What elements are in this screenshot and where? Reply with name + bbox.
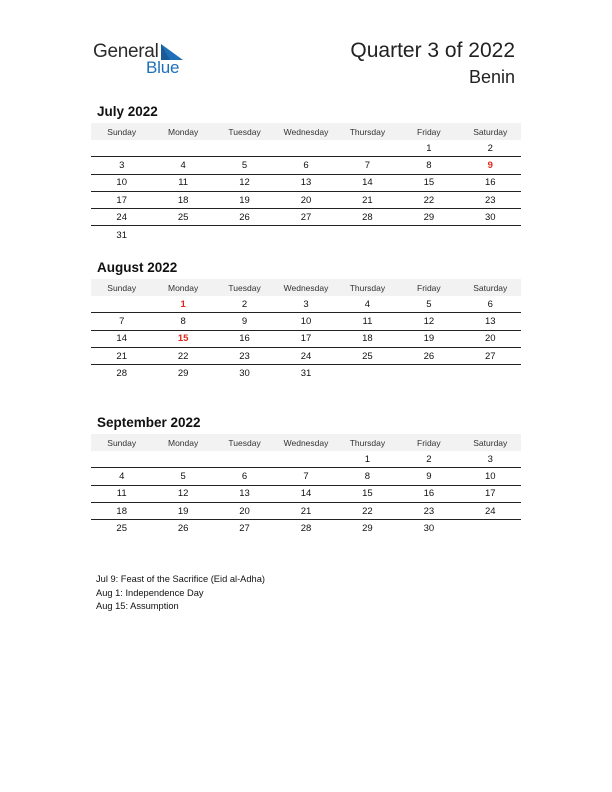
day-cell: 16 [423, 488, 435, 500]
weekday-label: Wednesday [283, 126, 329, 137]
weekday-label: Friday [417, 437, 441, 448]
weekday-label: Monday [168, 282, 199, 293]
day-cell: 12 [239, 177, 250, 189]
day-cell: 24 [484, 505, 496, 517]
day-cell: 28 [300, 523, 312, 535]
day-cell: 19 [177, 505, 189, 517]
day-cell: 1 [426, 142, 432, 154]
day-cell: 2 [487, 142, 493, 154]
day-cell: 2 [426, 453, 432, 465]
week-row [91, 365, 521, 382]
day-cell: 22 [362, 505, 373, 517]
day-cell: 20 [239, 505, 250, 517]
day-cell: 10 [484, 470, 496, 482]
day-cell: 6 [303, 159, 309, 171]
weekday-label: Tuesday [228, 282, 261, 293]
week-row [91, 192, 521, 209]
day-cell: 8 [364, 470, 371, 482]
holiday-day-cell: 1 [180, 298, 186, 310]
holiday-day-cell: 15 [177, 333, 189, 345]
day-cell: 26 [423, 350, 435, 362]
holiday-note: Aug 1: Independence Day [96, 587, 204, 598]
week-row [91, 331, 521, 348]
day-cell: 20 [300, 194, 312, 206]
day-cell: 13 [300, 177, 312, 189]
day-cell: 12 [177, 488, 189, 500]
weekday-label: Saturday [473, 437, 508, 448]
brand-word-general: General [93, 41, 159, 62]
day-cell: 18 [177, 194, 189, 206]
day-cell: 4 [364, 298, 371, 310]
day-cell: 15 [362, 488, 373, 500]
day-cell: 7 [119, 315, 125, 327]
week-row [91, 296, 521, 313]
day-cell: 12 [423, 315, 435, 327]
weekday-label: Sunday [107, 437, 137, 448]
day-cell: 7 [303, 470, 309, 482]
weekday-label: Thursday [349, 282, 386, 293]
week-row [91, 451, 521, 468]
day-cell: 17 [300, 333, 312, 345]
weekday-label: Monday [168, 126, 199, 137]
day-cell: 3 [119, 159, 125, 171]
day-cell: 23 [239, 350, 250, 362]
weekday-label: Tuesday [228, 437, 261, 448]
day-cell: 6 [487, 298, 493, 310]
day-cell: 5 [180, 470, 186, 482]
day-cell: 4 [180, 159, 186, 171]
week-row [91, 520, 521, 537]
day-cell: 31 [300, 368, 312, 380]
day-cell: 2 [241, 298, 248, 310]
day-cell: 19 [239, 194, 250, 206]
day-cell: 28 [362, 211, 373, 223]
day-cell: 6 [241, 470, 248, 482]
day-cell: 18 [362, 333, 373, 345]
weekday-label: Saturday [473, 282, 508, 293]
day-cell: 16 [239, 333, 250, 345]
day-cell: 1 [364, 453, 371, 465]
day-cell: 27 [484, 350, 496, 362]
day-cell: 24 [300, 350, 312, 362]
week-row [91, 313, 521, 330]
month-title: September 2022 [97, 415, 201, 430]
weekday-label: Wednesday [283, 437, 329, 448]
day-cell: 27 [300, 211, 312, 223]
month-title: July 2022 [97, 104, 158, 119]
weekday-header-row [91, 279, 521, 296]
page-title: Quarter 3 of 2022 [350, 39, 515, 62]
week-row [91, 157, 521, 174]
day-cell: 8 [180, 315, 186, 327]
day-cell: 30 [423, 523, 435, 535]
brand-logo [93, 40, 193, 80]
day-cell: 24 [116, 211, 127, 223]
day-cell: 25 [116, 523, 127, 535]
day-cell: 14 [116, 333, 127, 345]
week-row [91, 348, 521, 365]
day-cell: 27 [239, 523, 250, 535]
day-cell: 14 [300, 488, 312, 500]
week-row [91, 503, 521, 520]
week-row [91, 226, 521, 243]
day-cell: 16 [484, 177, 496, 189]
weekday-label: Thursday [349, 437, 386, 448]
holiday-notes [96, 573, 265, 614]
day-cell: 15 [423, 177, 435, 189]
day-cell: 13 [484, 315, 496, 327]
day-cell: 17 [484, 488, 496, 500]
day-cell: 31 [116, 229, 127, 241]
week-row [91, 209, 521, 226]
day-cell: 10 [116, 177, 127, 189]
day-cell: 3 [487, 453, 493, 465]
weekday-label: Sunday [107, 126, 137, 137]
holiday-note: Jul 9: Feast of the Sacrifice (Eid al-Adha) [96, 574, 265, 584]
weekday-label: Wednesday [283, 282, 329, 293]
day-cell: 9 [426, 470, 432, 482]
day-cell: 30 [484, 211, 496, 223]
day-cell: 5 [426, 298, 432, 310]
day-cell: 22 [423, 194, 435, 206]
day-cell: 11 [178, 177, 189, 189]
day-cell: 8 [426, 159, 432, 171]
country-name: Benin [468, 67, 515, 87]
day-cell: 20 [484, 333, 496, 345]
day-cell: 9 [241, 315, 248, 327]
weekday-header-row [91, 434, 521, 451]
day-cell: 4 [119, 470, 125, 482]
weekday-label: Friday [417, 282, 441, 293]
week-row [91, 140, 521, 157]
week-row [91, 468, 521, 485]
day-cell: 29 [423, 211, 435, 223]
day-cell: 23 [423, 505, 435, 517]
day-cell: 14 [362, 177, 373, 189]
month-july [91, 103, 521, 244]
week-row [91, 486, 521, 503]
weekday-label: Sunday [107, 282, 137, 293]
day-cell: 11 [116, 488, 127, 500]
day-cell: 3 [303, 298, 309, 310]
month-august [91, 259, 521, 382]
day-cell: 29 [362, 523, 373, 535]
day-cell: 26 [177, 523, 189, 535]
month-september [91, 414, 521, 537]
day-cell: 7 [364, 159, 371, 171]
day-cell: 26 [239, 211, 250, 223]
day-cell: 21 [362, 194, 373, 206]
day-cell: 22 [177, 350, 189, 362]
day-cell: 17 [116, 194, 127, 206]
day-cell: 23 [484, 194, 496, 206]
day-cell: 18 [116, 505, 127, 517]
week-row [91, 175, 521, 192]
day-cell: 28 [116, 368, 127, 380]
day-cell: 10 [300, 315, 312, 327]
day-cell: 21 [300, 505, 312, 517]
day-cell: 25 [362, 350, 373, 362]
weekday-label: Friday [417, 126, 441, 137]
weekday-label: Tuesday [228, 126, 261, 137]
brand-word-blue: Blue [146, 58, 180, 77]
weekday-label: Thursday [349, 126, 386, 137]
weekday-header-row [91, 123, 521, 140]
weekday-label: Monday [168, 437, 199, 448]
day-cell: 19 [423, 333, 435, 345]
day-cell: 29 [177, 368, 189, 380]
month-title: August 2022 [97, 260, 178, 275]
holiday-day-cell: 9 [487, 159, 493, 171]
day-cell: 13 [239, 488, 250, 500]
day-cell: 11 [362, 315, 373, 327]
day-cell: 30 [239, 368, 250, 380]
day-cell: 25 [177, 211, 189, 223]
weekday-label: Saturday [473, 126, 508, 137]
holiday-note: Aug 15: Assumption [96, 601, 179, 611]
day-cell: 5 [241, 159, 248, 171]
day-cell: 21 [116, 350, 127, 362]
